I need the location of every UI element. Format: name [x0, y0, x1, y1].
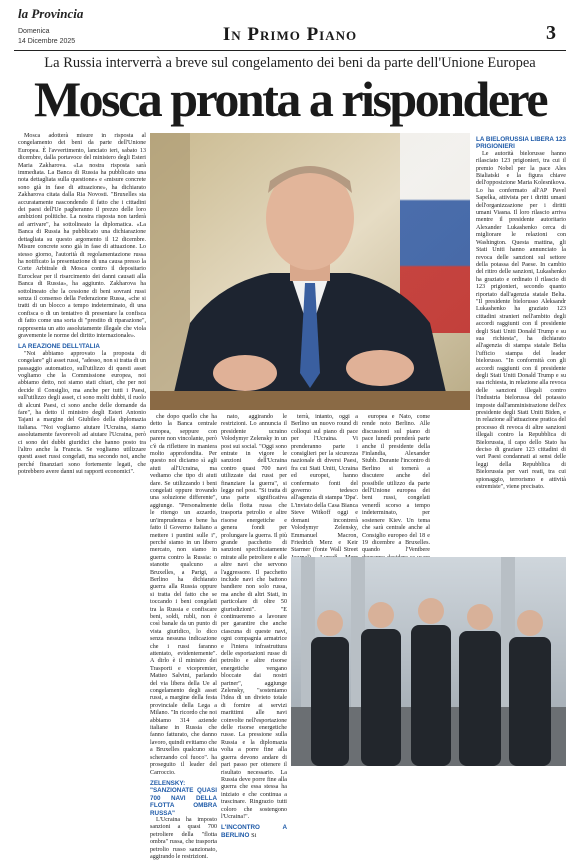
kicker: La Russia interverrà a breve sul congelamento dei beni da parte dell'Unione Europea — [44, 55, 536, 71]
col5-body: europea e Nato, come rende noto Berlino. Alle discussioni sul piano di pace lunedì prenderà parte anche il presidente della Finlandia, Alexander Stubb. Durante l'incontro di Berlino si tornerà a discutere anche del possibile utilizzo da parte dell'Unione europea dei beni russi, congelati venerdì scorso a tempo indeterminato, per sostenere Kiev. Un tema che sarà centrale anche al Consiglio europeo del 18 e 19 dicembre a Bruxelles. quando l'Ventbere — [362, 414, 430, 554]
column-1 — [18, 133, 146, 769]
masthead-date: 14 Dicembre 2025 — [18, 38, 76, 45]
col3-body: nato, aggirando le restrizioni. Lo annuncia il presidente ucraino Volodymyr Zelensky in un post sui social. "Oggi sono entrate in vigore le sanzioni dell'Ucraina contro quasi 700 navi utilizzate dai russi per finanziare la guerra", si legge nel post. "Si tratta di una parte significativa della flotta russa che trasporta petrolio e altre risorse energetiche e genera fondi per prolungare la guerra. Il più grande pacchetto di sanzioni specificatamente mirate alle petroliere e alle altre navi che servono l'aggressore. Il pacchetto include navi che battono bandiere non solo russa, ma anche di altri Stati, in particolare di oltre 50 giurisdizioni". "E continueremo a lavorare per garantire che anche ciascuna di queste navi, ogni compagnia armatrice e l'intera infrastruttura delle esportazioni russe di petrolio e altre risorse energetiche vengano bloccate dai nostri partner", aggiunge Zelensky, "sosteniamo l'idea di un divieto totale di fornire ai servizi marittimi alle navi coinvolte nell'esportazione delle risorse energetiche russe. La pressione sulla Russia e la diplomazia volta a porre fine alla guerra devono andare di pari passo per ottenere il risultato necessario. La Russia deve porre fine alla guerra che essa stessa ha iniziato e che continua a trascinare. Ringrazio tutti coloro che sostengono l'Ucraina!". — [221, 414, 287, 820]
headline: Mosca pronta a rispondere — [33, 71, 547, 127]
col1-body: "Noi abbiamo approvato la proposta di congelare" gli asset russi, "adesso, non si tratta di un passaggio automatico, sull'utilizzo di questi asset vogliamo che la Commissione europea, noi abbiamo detto, noi siamo stati chiari, che per noi decide il Consiglio, ma anche per tutti i Paesi, sull'utilizzo degli asset, ci sono molti dubbi, il ruolo di alcuni Paesi, ci sono anche delle domande da fare", ha detto il ministro degli Esteri Antonio Tajani a margine del Giubileo della diplomazia italiana. "Noi vogliamo aiutare l'Ucraina, siamo assolutamente favorevoli ad aiutare l'Ucraina, però ci sono dei dubbi giuridici che hanno posto tra l'altro anche la Francia. Se vogliamo utilizzare questi asset russi congelati, ma secondo noi, anche perché finanziari sono fortemente legati, che potrebbero avere danni sui rapporti economici". — [18, 350, 147, 476]
masthead-day: Domenica — [18, 28, 50, 35]
col2-body: che dopo quello che ha detto la Banca centrale europea, seppure con parere non vincolante, però c'è da riflettere in maniera molto approfondita. Per questo noi diciamo sì agli aiuti all'Ucraina, ma vediamo che tipo di aiuti dare. Se utilizzando i beni congelati oppure trovando una soluzione differente", aggiunge. "Personalmente le ritengo un azzardo, un'imprudenza e bene ha fatto il Governo italiano a mettere i puntini sulle i", perché siamo in un libero mercato, non siamo in guerra contro la Russia: o stanotte qualcuno a Bruxelles, a Parigi, a Berlino ha dichiarato guerra alla Russia oppure si tratta del fatto che se toccando i beni congelati tra la Russia e confiscare beni, soldi, rubli, non è così banale da un punto di vista giuridico, lo dico senza nessuna indicazione che i russi faranno attentato, evidentemente". A dirlo è il ministro dei Trasporti e vicepremier, Matteo Salvini, parlando del via libera della Ue al congelamento degli asset russi, a margine della festa provinciale della Lega a Milano. "In ricordo che noi abbiamo 314 aziende italiane in Russia che fanno fatturato, che danno lavoro, quindi evitiamo che a Bruxelles qualcuno stia scherzando col fuoco". ha proseguito il leader del Carroccio. — [150, 414, 218, 776]
column-3 — [221, 414, 287, 839]
col3-subheading — [221, 824, 287, 839]
col1-intro: Mosca adotterà misure in risposta al congelamento dei beni da parte dell'Unione Europea. È l'avvertimento, lanciato ieri, sabato 13 dicembre, dalla portavoce del ministero degli Esteri Maria Zakharova. «La nostra risposta sarà immediata. La Banca di Russia ha pubblicato una nota dettagliata sulla questione» e «misure concrete sono già in fase di attuazione», ha dichiarato Zakharova citata dalla Ria Novosti. "Bruxelles sta accuratamente nascondendo il fatto che i cittadini dei paesi dell'Ue pagheranno il prezzo delle loro ambizioni politiche. La nostra risposta non tarderà ad arrivare", ha sottolineato la diplomatica. «La Banca di Russia ha pubblicato una dichiarazione dettagliata su questo argomento il 12 dicembre. Misure concrete sono già in fase di attuazione. Lo stesso giorno, l'autorità di regolamentazione russa ha notificato la presentazione di una causa presso la Corte Arbitrale di Mosca contro il depositario Euroclear per il risarcimento dei danni causati alla Banca di Russia», ha aggiunto. Zakharova ha sottolineato che la cessione di beni sovrani russi senza il consenso della Federazione Russa, «che si tratti di un blocco a tempo indeterminato, di una confisca o di un tentativo di presentare la confisca di fatto come una sorta di "prestito di riparazione", rappresenta un atto assolutamente illegale che viola gravemente le norme del diritto internazionale». — [18, 133, 146, 339]
section-title: In Primo Piano — [222, 24, 358, 45]
masthead-logo: la Provincia — [18, 6, 84, 21]
column-4 — [291, 414, 358, 554]
col4-body: terrà, intanto, oggi a Berlino un nuovo round di colloqui sul piano di pace per l'Ucraina. Vi prenderanno parte i consiglieri per la sicurezza nazionale di diversi Paesi, fra cui Stati Uniti, Ucraina ed europei, hanno confermato fonti del governo tedesco all'agenzia di stampa 'Dpa'. L'inviato della Casa Bianca Steve Witkoff oggi e domani incontrerà Volodymyr Zelensky, Emmanuel Macron, Friedrich Merz e Keir Starmer (fonte Wall Street — [291, 414, 358, 554]
column-2 — [150, 414, 218, 860]
col2-subheading: ZELENSKY: "SANZIONATE QUASI 700 NAVI DELLA FLOTTA OMBRA RUSSA" — [150, 779, 217, 817]
col3-subheading-text: L'INCONTRO A BERLINO — [221, 824, 287, 839]
column-6 — [476, 133, 566, 553]
putin-photo-illustration — [150, 133, 470, 410]
col2-body-2: L'Ucraina ha imposto sanzioni a quasi 700 petroliere della "flotta ombra" russa, che trasporta petrolio russo sanzionato, aggirando le restrizioni. — [150, 816, 217, 860]
column-5 — [362, 414, 430, 554]
header-rule — [14, 50, 566, 51]
leaders-photo-illustration — [291, 557, 566, 766]
page-number: 3 — [546, 22, 556, 44]
col6-body: Le autorità bielorusse hanno rilasciato 123 prigionieri, tra cui il premio Nobel per la pace Ales Bialiatski e la figura chiave dell'opposizione Maria Kolesnikova. Lo ha confermato all'AP Pavel Sapelka, attivista per i diritti umani dell'organizzazione per i diritti umani Viasna. Il loro rilascio arriva mentre il presidente autoritario Alexander Lukashenko cerca di migliorare le relazioni con Washington. Questa mattina, gli Stati Uniti hanno annunciato la revoca delle sanzioni sul settore della potassa del Paese. In cambio del ritiro delle sanzioni, Lukashenko ha graziato e ordinato il rilascio di 123 prigionieri, secondo quanto riportato dall'agenzia statale Belta. "Il presidente bielorusso Aleksandr Lukashenko ha graziato 123 cittadini stranieri nell'ambito degli accordi raggiunti con il presidente degli Stati Uniti Donald Trump e su sua richiesta", ha dichiarato all'agenzia di stampa statale Belta l'ufficio stampa del leader bielorusso. "In conformità con gli accordi raggiunti con il presidente degli Stati Uniti Donald Trump e su sua richiesta, in relazione alla revoca delle sanzioni illegali contro l'industria bielorussa del potassio imposte dall'amministrazione dell'ex presidente degli Stati Uniti Biden, e in relazione all'attuazione pratica del processo di revoca di altre sanzioni illegali contro la Repubblica di Bielorussia, il capo dello Stato ha deciso di graziare 123 cittadini di vari Paesi condannati ai sensi delle leggi della Repubblica di Bielorussia per vari reati, tra cui spionaggio, terrorismo e attività estremiste", viene precisato. — [476, 150, 567, 491]
col3-sub-continuation: Si — [251, 831, 257, 839]
col6-subheading: LA BIELORUSSIA LIBERA 123 PRIGIONIERI — [476, 136, 566, 151]
col1-subheading: LA REAZIONE DELL'ITALIA — [18, 343, 100, 351]
main-photo — [150, 133, 470, 410]
second-photo — [291, 557, 566, 766]
